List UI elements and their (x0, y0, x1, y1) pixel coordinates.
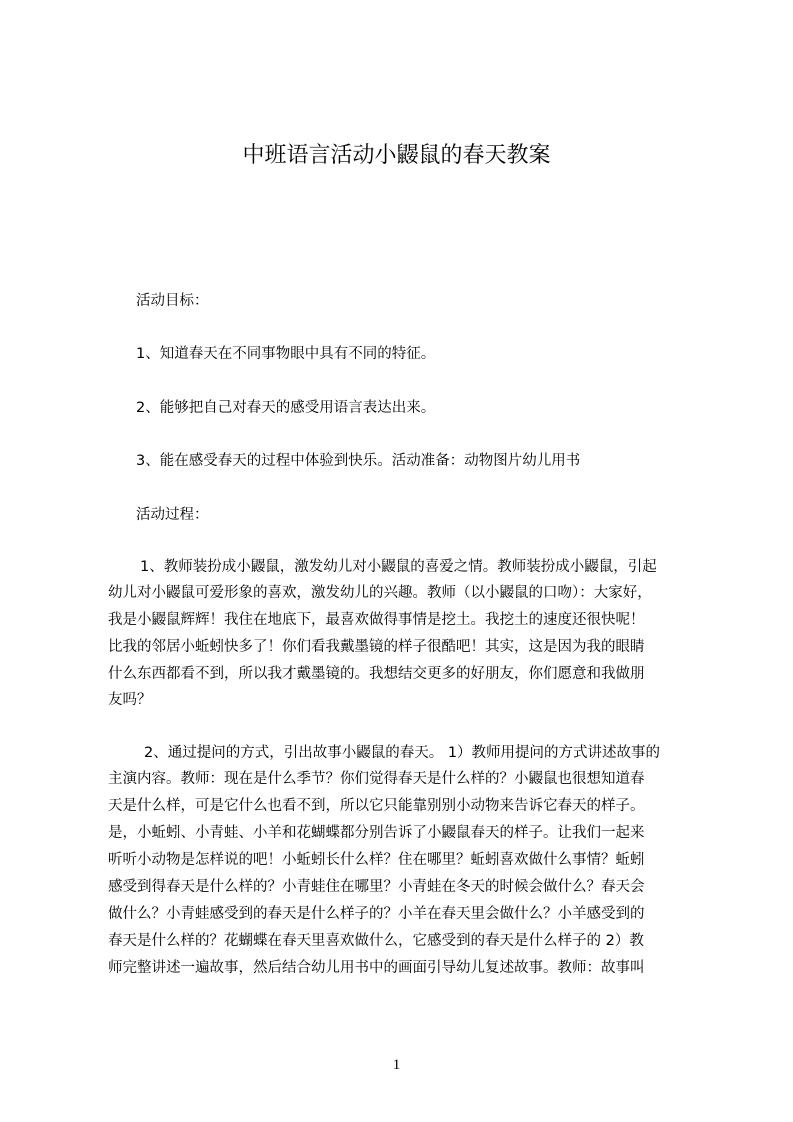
paragraph-line: 天是什么样，可是它什么也看不到，所以它只能靠别别小动物来告诉它春天的样子。 (108, 798, 645, 814)
paragraph-line: 比我的邻居小蚯蚓快多了！你们看我戴墨镜的样子很酷吧！其实，这是因为我的眼睛 (108, 639, 645, 655)
paragraph-line: 幼儿对小鼹鼠可爱形象的喜欢，激发幼儿的兴趣。教师（以小鼹鼠的口吻）：大家好， (108, 585, 652, 601)
paragraph-line: 我是小鼹鼠辉辉！我住在地底下，最喜欢做得事情是挖土。我挖土的速度还很快呢！ (108, 612, 645, 628)
goals-heading: 活动目标： (136, 293, 209, 309)
paragraph-line: 听听小动物是怎样说的吧！小蚯蚓长什么样？住在哪里？蚯蚓喜欢做什么事情？蚯蚓 (108, 852, 645, 868)
paragraph-line: 师完整讲述一遍故事，然后结合幼儿用书中的画面引导幼儿复述故事。教师：故事叫 (108, 960, 645, 976)
goal-item-3: 3、能在感受春天的过程中体验到快乐。活动准备：动物图片幼儿用书 (136, 453, 581, 469)
paragraph-line: 春天是什么样的？花蝴蝶在春天里喜欢做什么，它感受到的春天是什么样子的 2）教 (108, 933, 644, 949)
paragraph-line: 1、教师装扮成小鼹鼠，激发幼儿对小鼹鼠的喜爱之情。教师装扮成小鼹鼠，引起 (140, 559, 657, 575)
paragraph-line: 是，小蚯蚓、小青蛙、小羊和花蝴蝶都分别告诉了小鼹鼠春天的样子。让我们一起来 (108, 825, 645, 841)
goal-item-2: 2、能够把自己对春天的感受用语言表达出来。 (136, 400, 436, 416)
paragraph-line: 2、通过提问的方式，引出故事小鼹鼠的春天。 1）教师用提问的方式讲述故事的 (144, 745, 661, 761)
paragraph-line: 主演内容。教师：现在是什么季节？你们觉得春天是什么样的？小鼹鼠也很想知道春 (108, 771, 645, 787)
page-number: 1 (392, 1057, 401, 1073)
process-heading: 活动过程： (136, 507, 209, 523)
paragraph-line: 友吗？ (108, 692, 152, 708)
goal-item-1: 1、知道春天在不同事物眼中具有不同的特征。 (136, 346, 436, 362)
page-title: 中班语言活动小鼹鼠的春天教案 (242, 143, 551, 168)
paragraph-line: 什么东西都看不到，所以我才戴墨镜的。我想结交更多的好朋友，你们愿意和我做朋 (108, 666, 645, 682)
paragraph-line: 做什么？小青蛙感受到的春天是什么样子的？小羊在春天里会做什么？小羊感受到的 (108, 906, 645, 922)
paragraph-line: 感受到得春天是什么样的？小青蛙住在哪里？小青蛙在冬天的时候会做什么？春天会 (108, 879, 645, 895)
